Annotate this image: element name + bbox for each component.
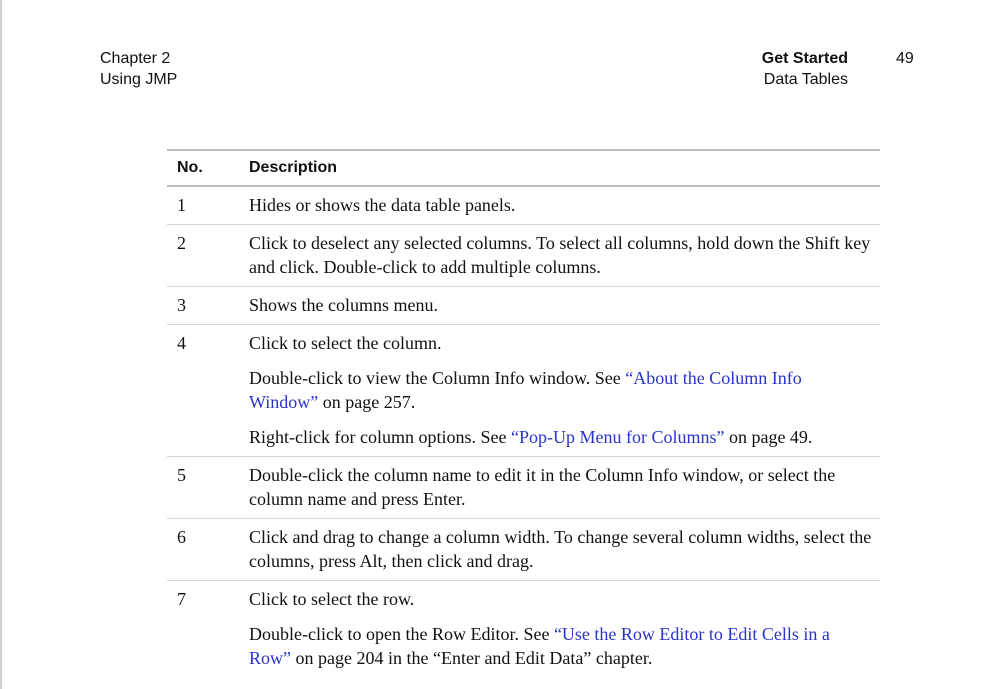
row-description	[249, 519, 880, 580]
description-table	[167, 149, 880, 677]
column-header-no: No.	[177, 159, 203, 176]
description-text: Double-click the column name to edit it in the Column Info window, or select the column name and press Enter.	[249, 465, 836, 509]
table-row	[167, 519, 880, 581]
row-number: 7	[177, 589, 186, 609]
row-number: 1	[177, 195, 186, 215]
row-description	[249, 225, 880, 286]
text-run: on page 204 in the “Enter and Edit Data” chapter.	[291, 648, 653, 668]
table-row	[167, 225, 880, 287]
cross-reference-link[interactable]: “Pop-Up Menu for Columns”	[510, 427, 725, 447]
description-text	[249, 366, 872, 414]
description-text	[249, 622, 872, 670]
description-text: Click and drag to change a column width. To change several column widths, select the columns, press Alt, then click and drag.	[249, 527, 872, 571]
table-header	[167, 151, 880, 187]
description-text: Click to deselect any selected columns. To select all columns, hold down the Shift key and click. Double-click to add multiple columns.	[249, 233, 871, 277]
table-row	[167, 581, 880, 677]
description-text	[249, 425, 872, 449]
table-row	[167, 457, 880, 519]
row-description	[249, 287, 880, 324]
text-run: Double-click to view the Column Info window. See	[249, 368, 626, 388]
section-title: Get Started	[761, 50, 848, 67]
table-row	[167, 325, 880, 457]
cross-reference-link[interactable]: “About the Column Info Window”	[249, 368, 802, 412]
text-run: Right-click for column options. See	[249, 427, 511, 447]
table-row	[167, 287, 880, 325]
row-description	[249, 325, 880, 456]
row-description	[249, 187, 880, 224]
table-row	[167, 187, 880, 225]
text-run: on page 49.	[724, 427, 813, 447]
text-run: Double-click to open the Row Editor. See	[249, 624, 554, 644]
description-text: Shows the columns menu.	[249, 295, 438, 315]
row-number: 5	[177, 465, 186, 485]
row-number: 4	[177, 333, 186, 353]
cross-reference-link[interactable]: “Use the Row Editor to Edit Cells in a Row”	[249, 624, 830, 668]
row-number: 2	[177, 233, 186, 253]
row-number: 3	[177, 295, 186, 315]
column-header-description: Description	[249, 159, 338, 176]
row-description	[249, 581, 880, 677]
running-header-left	[100, 48, 177, 90]
description-text: Hides or shows the data table panels.	[249, 195, 516, 215]
description-text: Click to select the row.	[249, 589, 415, 609]
page-edge	[0, 0, 2, 689]
description-text: Click to select the column.	[249, 333, 442, 353]
section-subtitle: Data Tables	[763, 71, 848, 88]
row-description	[249, 457, 880, 518]
running-header-right	[762, 48, 848, 90]
row-number: 6	[177, 527, 186, 547]
page-number: 49	[896, 50, 914, 67]
chapter-number: Chapter 2	[100, 50, 171, 67]
text-run: on page 257.	[318, 392, 416, 412]
chapter-title: Using JMP	[100, 71, 178, 88]
